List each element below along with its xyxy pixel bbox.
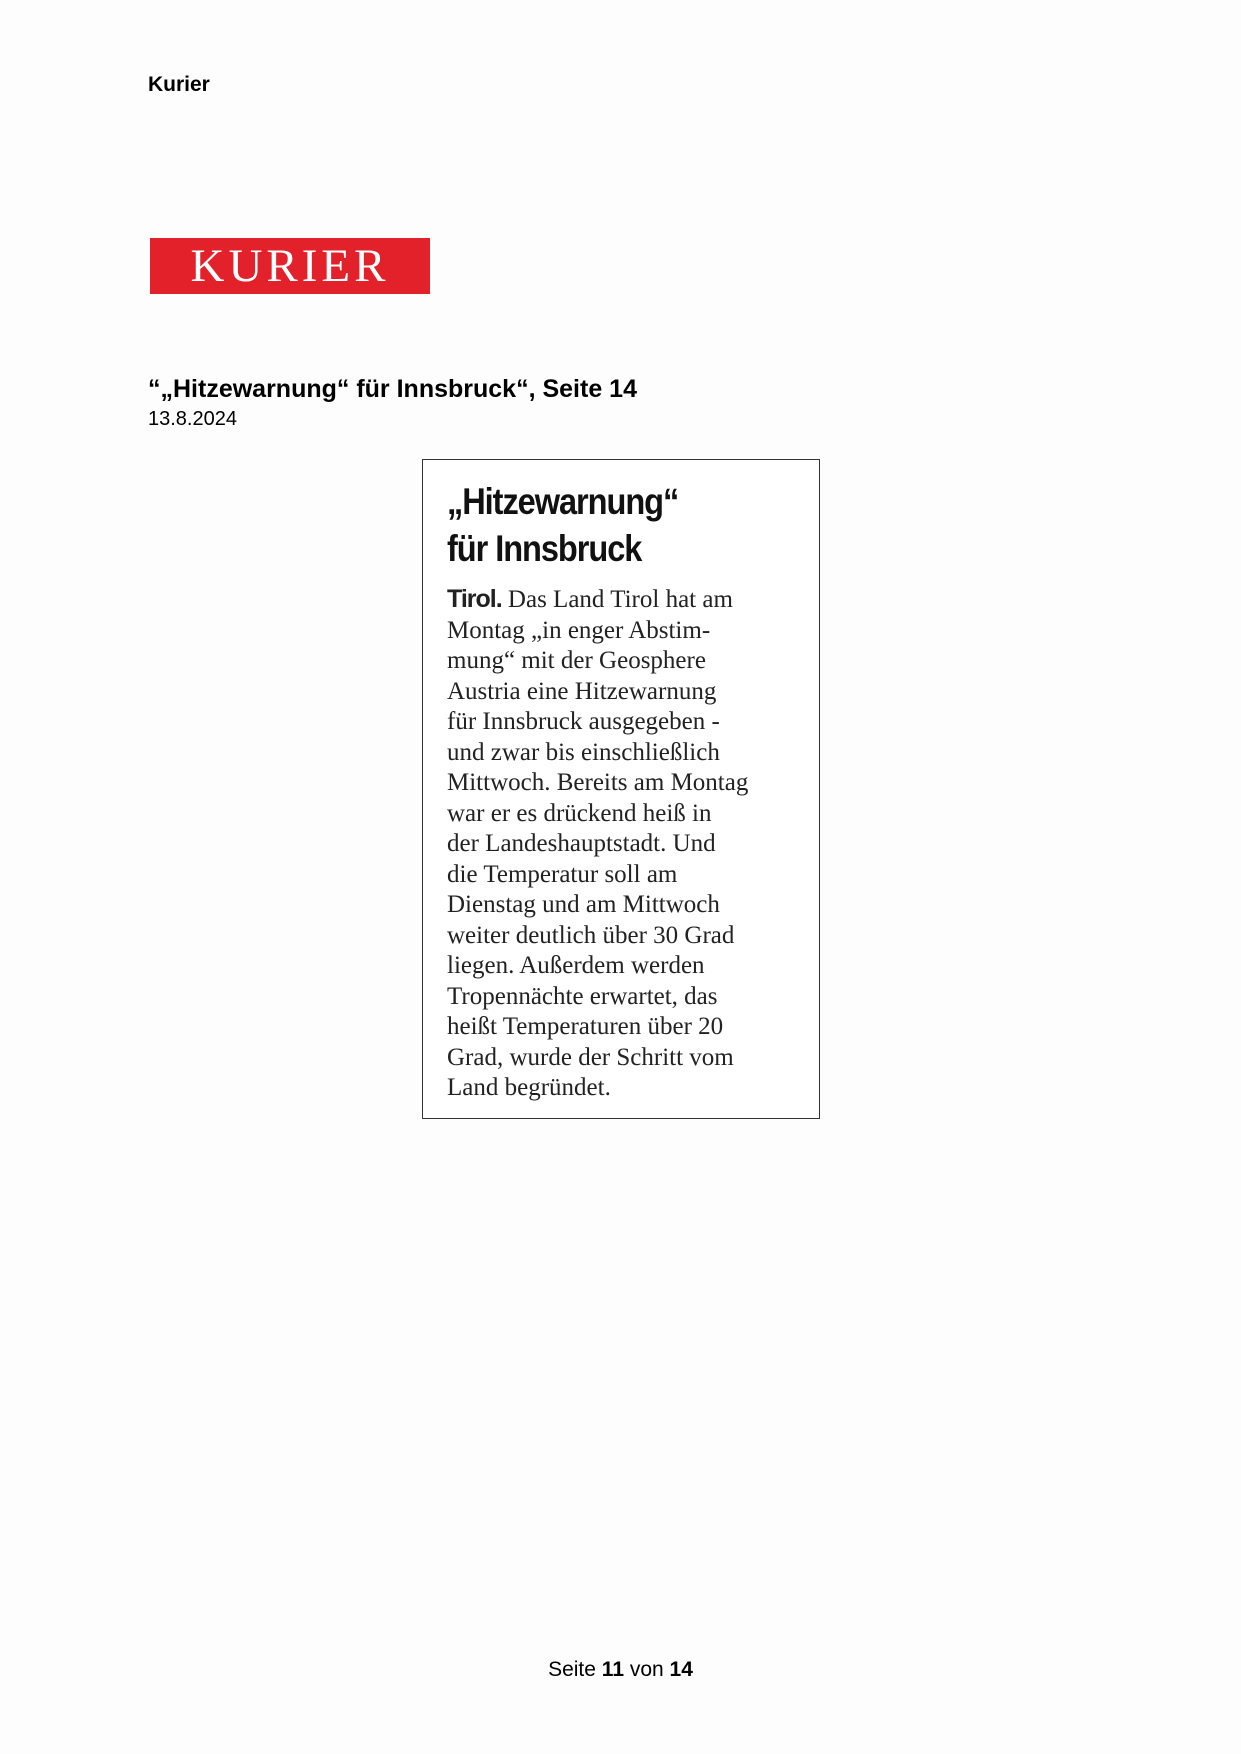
article-body-line: heißt Temperaturen über 20 [447,1013,724,1040]
kurier-logo: KURIER [150,238,430,294]
document-date: 13.8.2024 [148,408,237,430]
article-body-line: Grad, wurde der Schritt vom [447,1043,734,1071]
article-body-line: Austria eine Hitzewarnung [447,677,717,705]
article-headline [447,478,678,572]
article-body-line: Tropennächte erwartet, das [447,982,718,1010]
source-label: Kurier [148,73,210,96]
article-headline-line: „Hitzewarnung“ [447,481,679,522]
article-body-line [447,584,807,616]
footer-total-pages: 14 [669,1658,693,1681]
article-body-line: Montag „in enger Abstim- [447,616,711,644]
footer-separator: von [629,1658,664,1681]
footer-current-page: 11 [601,1658,624,1681]
article-body-line: Dienstag und am Mittwoch [447,891,720,918]
article-clipping [422,459,820,1119]
article-body-line: liegen. Außerdem werden [447,952,705,979]
article-body-line: der Landeshauptstadt. Und [447,830,716,857]
article-body-line: für Innsbruck ausgegeben - [447,708,720,735]
document-title: “„Hitzewarnung“ für Innsbruck“, Seite 14 [148,375,637,403]
article-body-line: war er es drückend heiß in [447,799,712,827]
article-body-line: Land begründet. [447,1074,611,1101]
article-body-line: und zwar bis einschließlich [447,738,720,766]
article-lead: Tirol. [447,585,502,613]
footer-prefix: Seite [548,1658,596,1681]
article-body-text: Das Land Tirol hat am [501,586,733,613]
article-body-line: Mittwoch. Bereits am Montag [447,769,749,796]
article-body-line: mung“ mit der Geosphere [447,647,706,674]
page-footer [0,1658,1241,1682]
article-body [447,584,807,1104]
article-body-line: weiter deutlich über 30 Grad [447,921,735,949]
article-body-line: die Temperatur soll am [447,860,678,888]
article-headline-line: für Innsbruck [447,528,642,569]
